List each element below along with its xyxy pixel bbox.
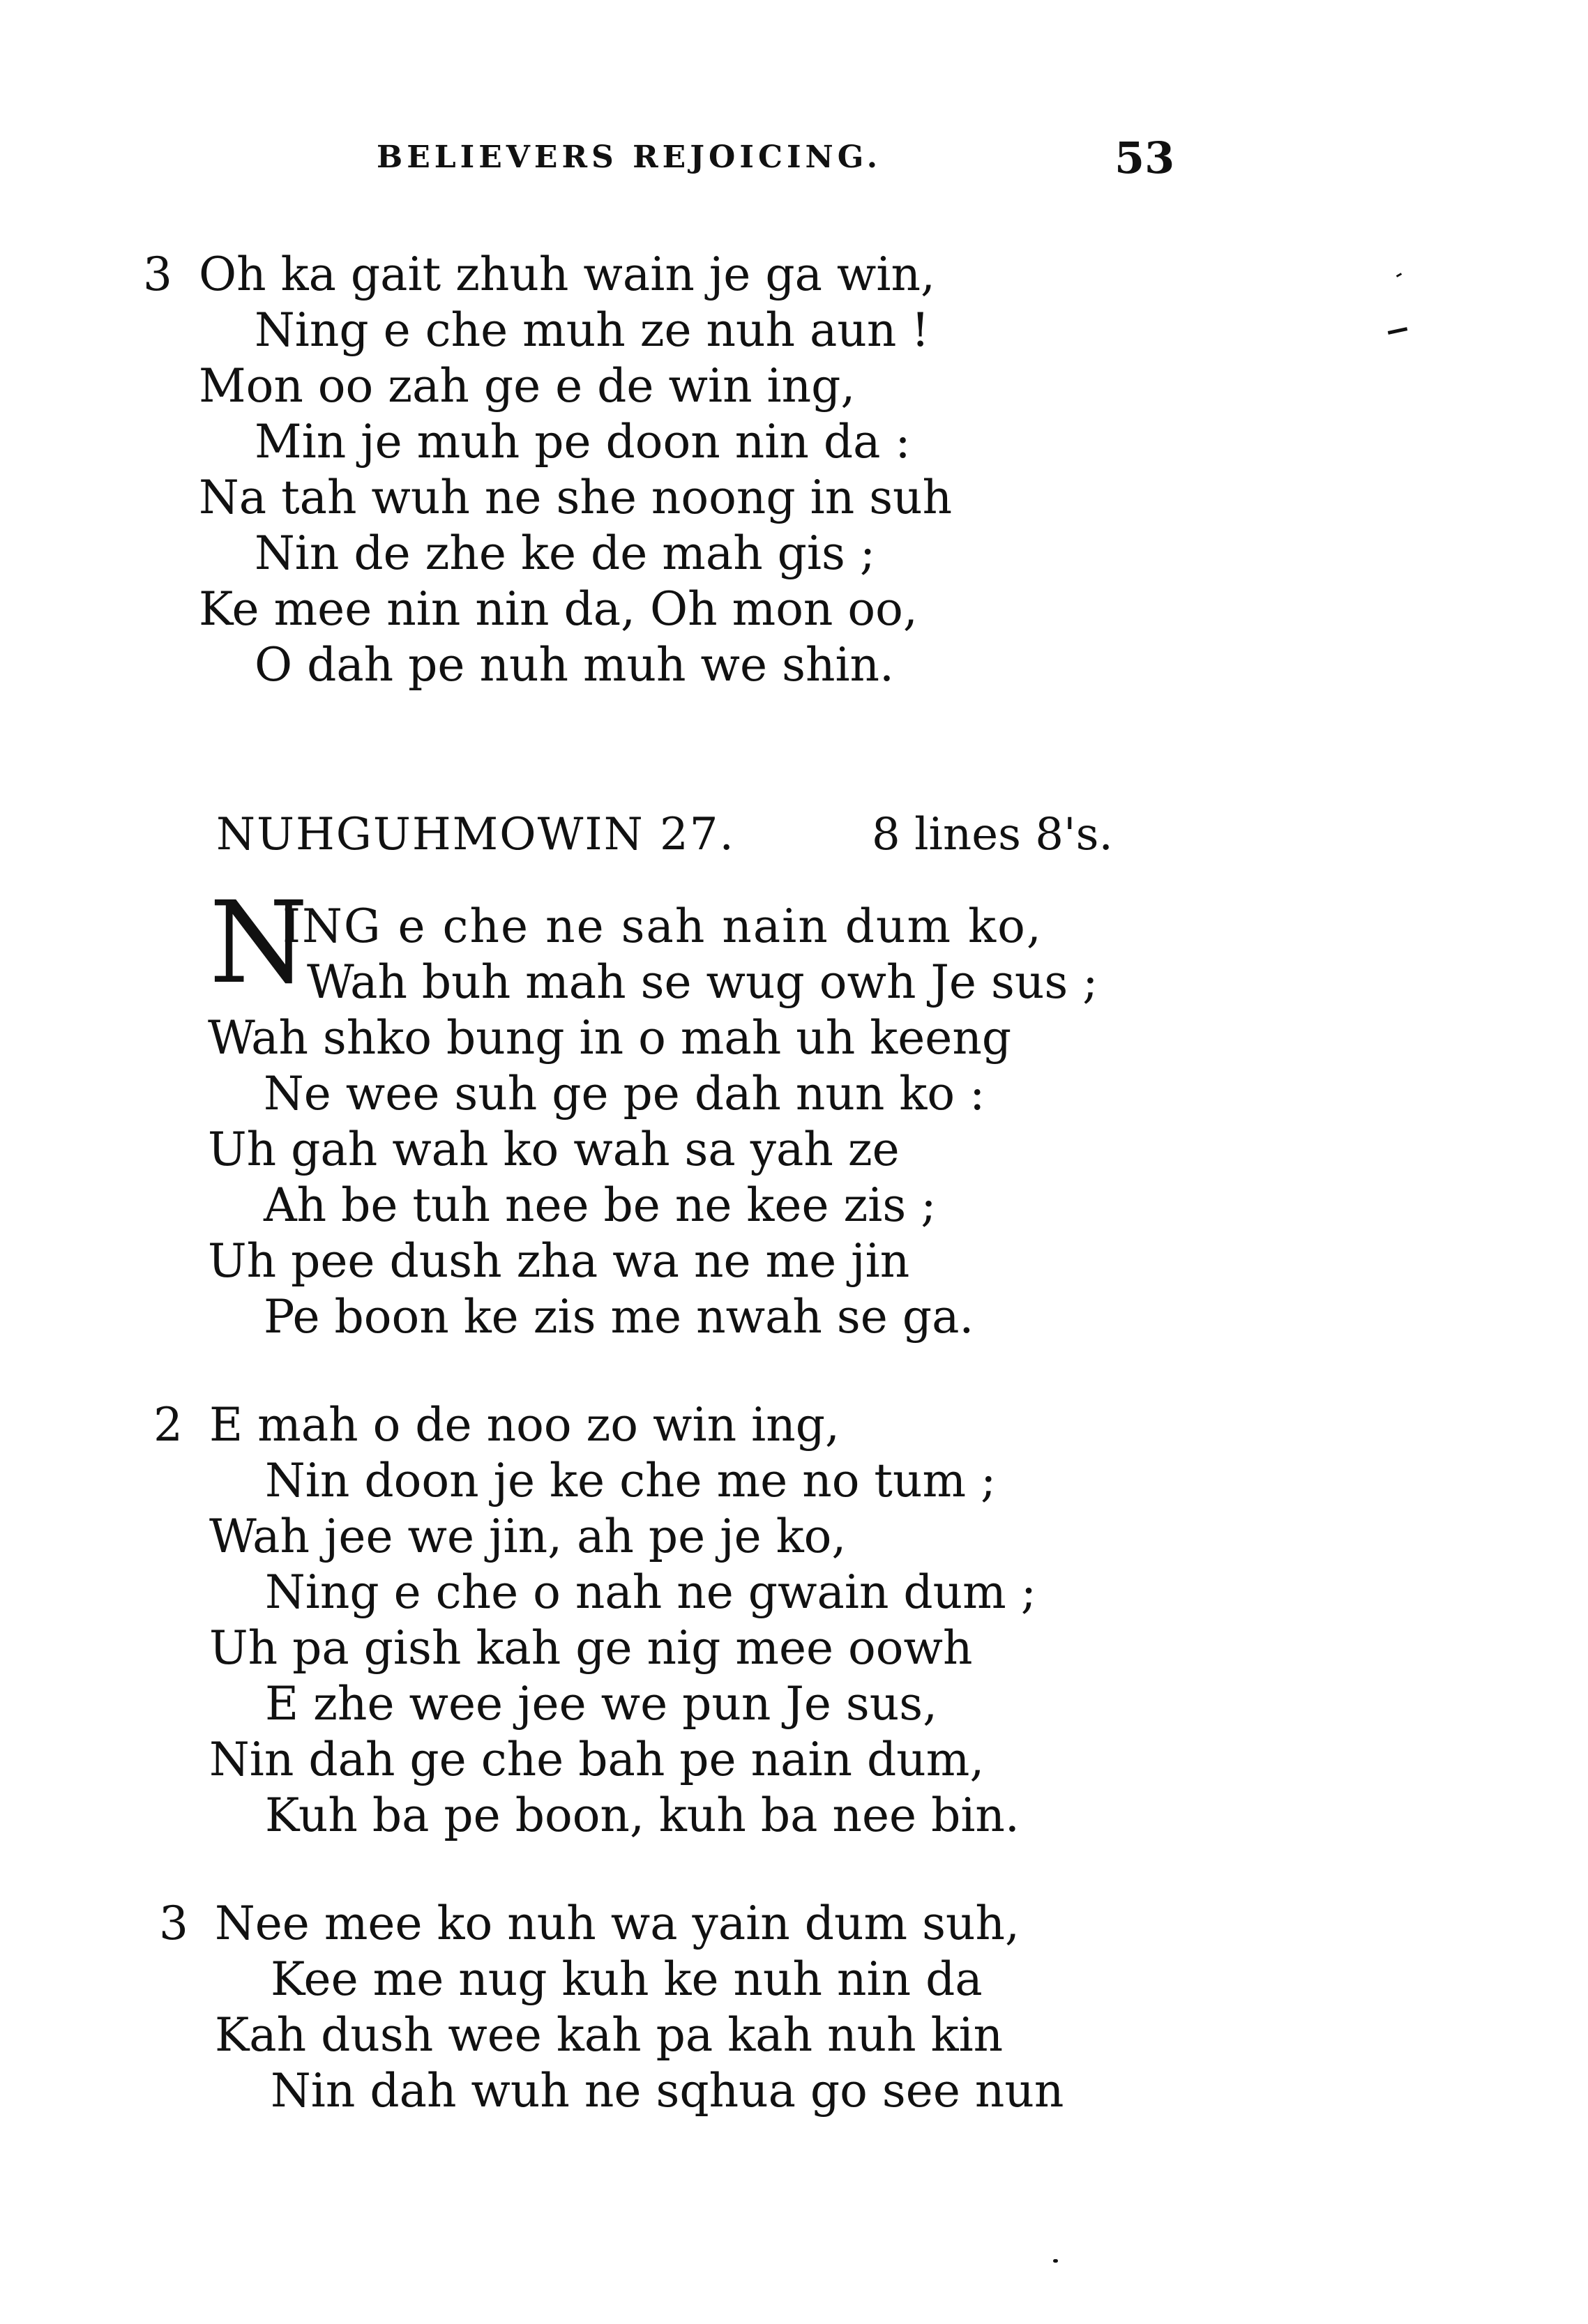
ink-speck (1388, 327, 1407, 335)
ink-speck (1396, 273, 1402, 278)
verse-line: Wah jee we jin, ah pe je ko, (209, 1510, 847, 1563)
verse-line: Mon oo zah ge e de win ing, (199, 359, 856, 413)
verse-line: Pe boon ke zis me nwah se ga. (264, 1290, 974, 1344)
verse-line: Uh pee dush zha wa ne me jin (208, 1234, 910, 1288)
verse-line: Nee mee ko nuh wa yain dum suh, (215, 1897, 1020, 1950)
verse-line: Ah be tuh nee be ne kee zis ; (264, 1178, 937, 1232)
verse-number: 2 (153, 1398, 183, 1452)
verse-line: Uh pa gish kah ge nig mee oowh (209, 1621, 973, 1675)
verse-line: Nin dah wuh ne sqhua go see nun (271, 2064, 1064, 2118)
verse-line: Wah buh mah se wug owh Je sus ; (307, 955, 1098, 1009)
verse-line: Ke mee nin nin da, Oh mon oo, (199, 582, 918, 636)
verse-line: Ning e che muh ze nuh aun ! (255, 303, 930, 357)
verse-line: Nin de zhe ke de mah gis ; (255, 526, 876, 580)
ink-speck (1053, 2259, 1058, 2263)
verse-line: Wah shko bung in o mah uh keeng (208, 1011, 1012, 1065)
verse-line: O dah pe nuh muh we shin. (255, 638, 895, 692)
running-header: BELIEVERS REJOICING. (377, 139, 882, 175)
verse-line: Uh gah wah ko wah sa yah ze (208, 1123, 900, 1176)
drop-cap: N (209, 878, 308, 1009)
verse-line: Nin doon je ke che me no tum ; (265, 1454, 997, 1507)
page-number: 53 (1114, 132, 1175, 183)
verse-line: E mah o de noo zo win ing, (209, 1398, 840, 1452)
verse-line: ING e che ne sah nain dum ko, (282, 899, 1043, 953)
hymn-meter: 8 lines 8's. (872, 809, 1113, 860)
verse-number: 3 (159, 1897, 188, 1950)
verse-line: Min je muh pe doon nin da : (255, 415, 911, 469)
verse-line: Oh ka gait zhuh wain je ga win, (199, 248, 935, 301)
verse-line: Ne wee suh ge pe dah nun ko : (264, 1067, 985, 1121)
verse-line: E zhe wee jee we pun Je sus, (265, 1677, 938, 1731)
verse-line: Na tah wuh ne she noong in suh (199, 471, 953, 524)
verse-line: Kah dush wee kah pa kah nuh kin (215, 2008, 1004, 2062)
verse-number: 3 (143, 248, 172, 301)
verse-line: Kuh ba pe boon, kuh ba nee bin. (265, 1788, 1020, 1842)
verse-line: Kee me nug kuh ke nuh nin da (271, 1952, 983, 2006)
verse-line: Nin dah ge che bah pe nain dum, (209, 1733, 985, 1786)
hymn-title: NUHGUHMOWIN 27. (216, 809, 735, 860)
verse-line: Ning e che o nah ne gwain dum ; (265, 1565, 1036, 1619)
